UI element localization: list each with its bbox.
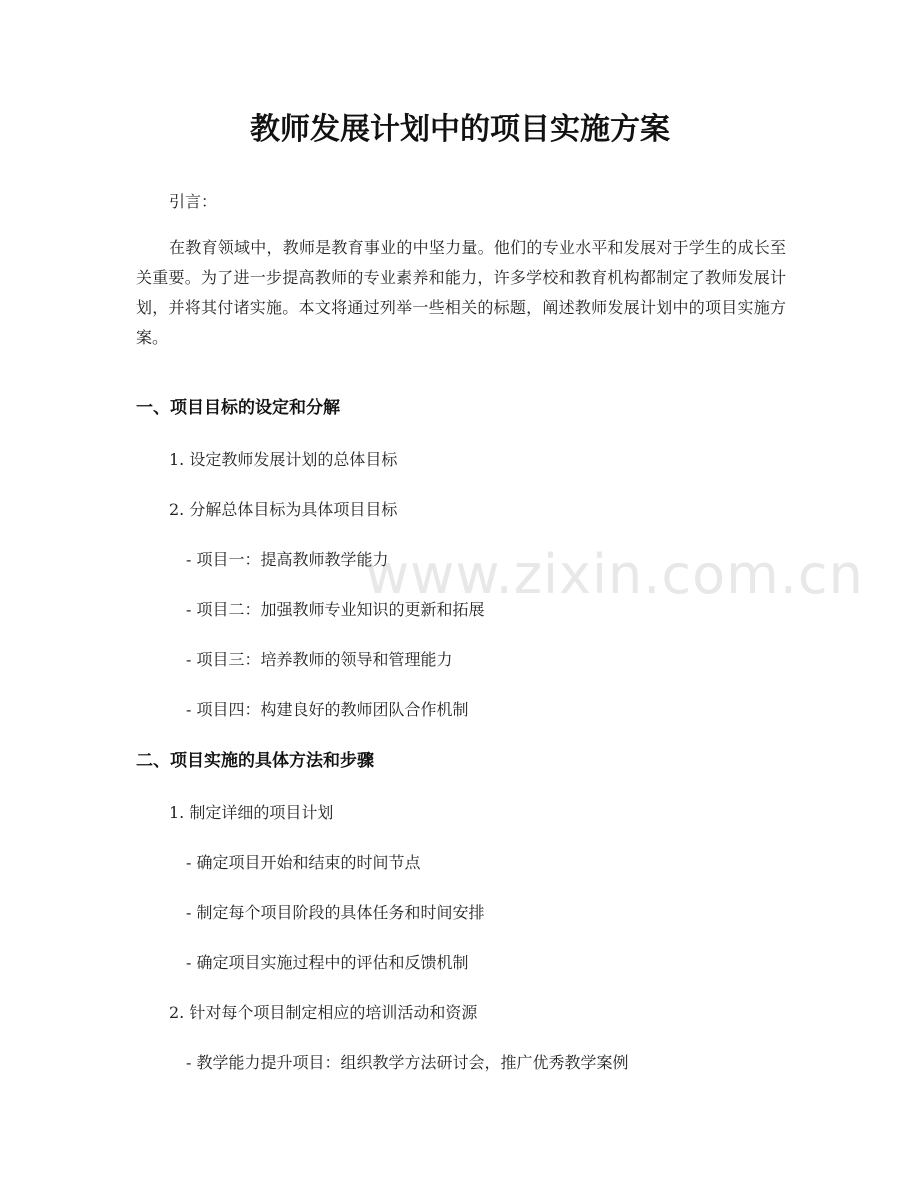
section-2-subitem: - 确定项目开始和结束的时间节点 (186, 853, 421, 872)
intro-label: 引言： (169, 192, 218, 211)
section-1-item-2: 2. 分解总体目标为具体项目目标 (169, 500, 398, 519)
section-1-subitem: - 项目四：构建良好的教师团队合作机制 (186, 700, 469, 719)
section-2-subitem: - 制定每个项目阶段的具体任务和时间安排 (186, 903, 485, 922)
intro-paragraph: 在教育领域中，教师是教育事业的中坚力量。他们的专业水平和发展对于学生的成长至关重要。为了进一步提高教师的专业素养和能力，许多学校和教育机构都制定了教师发展计划，并将其付诸实施。本文将通过列举一些相关的标题，阐述教师发展计划中的项目实施方案。 (136, 238, 786, 347)
section-2-item-1: 1. 制定详细的项目计划 (169, 803, 334, 822)
watermark-text: www.zixin.com.cn (365, 543, 864, 606)
section-1-subitem: - 项目二：加强教师专业知识的更新和拓展 (186, 600, 485, 619)
section-1-subitem: - 项目一：提高教师教学能力 (186, 550, 389, 569)
section-2-subitem: - 教学能力提升项目：组织教学方法研讨会，推广优秀教学案例 (186, 1053, 629, 1072)
document-title: 教师发展计划中的项目实施方案 (250, 112, 670, 147)
section-1-item-1: 1. 设定教师发展计划的总体目标 (169, 450, 398, 469)
section-1-heading: 一、项目目标的设定和分解 (136, 398, 340, 418)
section-2-subitem: - 确定项目实施过程中的评估和反馈机制 (186, 953, 469, 972)
section-1-subitem: - 项目三：培养教师的领导和管理能力 (186, 650, 453, 669)
section-2-item-2: 2. 针对每个项目制定相应的培训活动和资源 (169, 1003, 478, 1022)
section-2-heading: 二、项目实施的具体方法和步骤 (136, 751, 374, 771)
